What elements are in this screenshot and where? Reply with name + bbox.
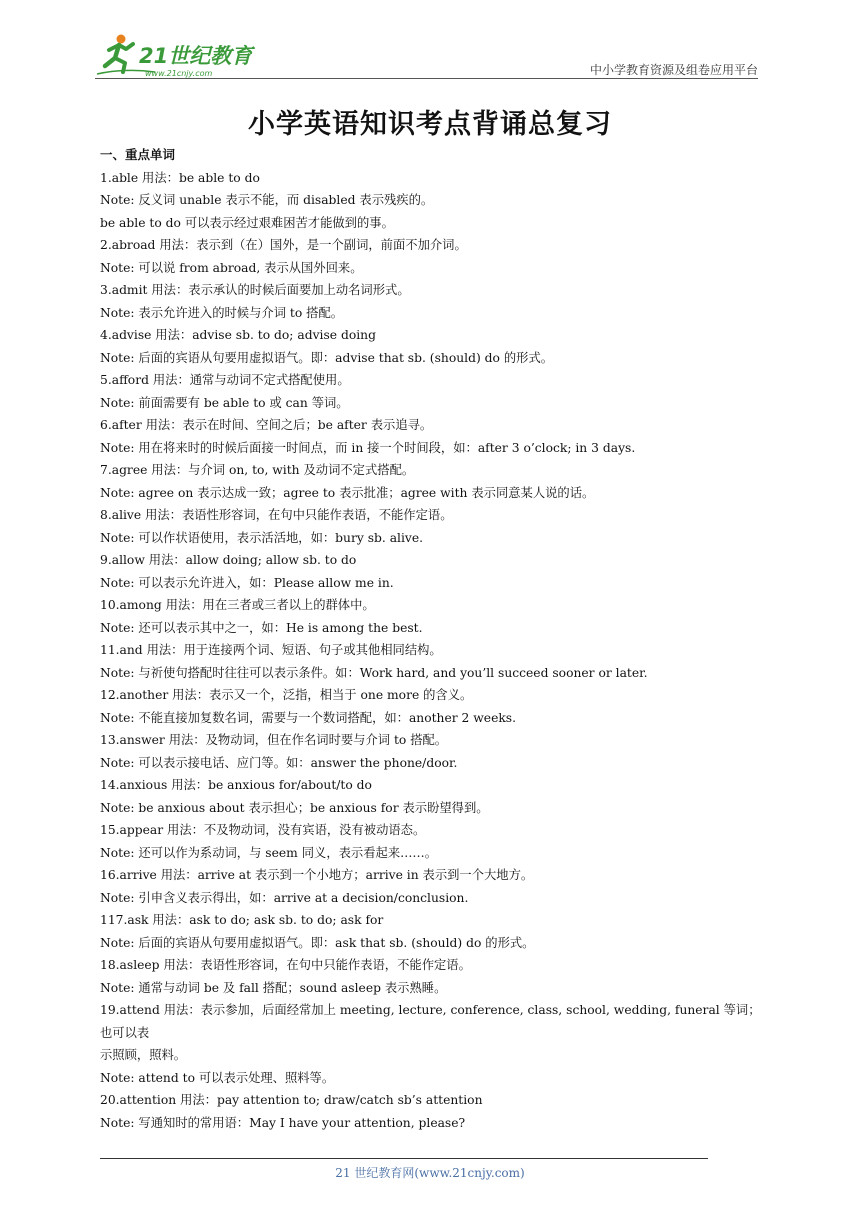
text-line: 15.appear 用法：不及物动词，没有宾语，没有被动语态。: [100, 823, 426, 837]
text-line: Note: 后面的宾语从句要用虚拟语气。即：ask that sb. (should) do 的形式。: [100, 935, 535, 950]
text-line: 14.anxious 用法：be anxious for/about/to do: [100, 778, 372, 792]
text-line: be able to do 可以表示经过艰难困苦才能做到的事。: [100, 215, 394, 230]
text-line: Note: 不能直接加复数名词，需要与一个数词搭配，如：another 2 weeks.: [100, 710, 517, 725]
text-line: Note: 可以作状语使用，表示活活地，如：bury sb. alive.: [100, 530, 424, 545]
platform-name: 中小学教育资源及组卷应用平台: [589, 63, 758, 77]
text-line: 117.ask 用法：ask to do; ask sb. to do; ask for: [100, 913, 384, 927]
text-line: Note: agree on 表示达成一致；agree to 表示批准；agree with 表示同意某人说的话。: [100, 485, 595, 500]
text-line: Note: attend to 可以表示处理、照料等。: [100, 1070, 335, 1085]
text-line: 4.advise 用法：advise sb. to do; advise doing: [100, 328, 376, 342]
page-header: [95, 30, 758, 80]
section-heading: 一、重点单词: [100, 147, 176, 162]
text-line: 18.asleep 用法：表语性形容词，在句中只能作表语，不能作定语。: [100, 958, 471, 972]
text-line: Note: 可以说 from abroad, 表示从国外回来。: [100, 260, 363, 275]
page-footer: 21 世纪教育网(www.21cnjy.com): [335, 1166, 525, 1180]
text-line: 9.allow 用法：allow doing; allow sb. to do: [100, 553, 357, 567]
text-line: Note: 后面的宾语从句要用虚拟语气。即：advise that sb. (should) do 的形式。: [100, 350, 554, 365]
text-line: 13.answer 用法：及物动词，但在作名词时要与介词 to 搭配。: [100, 733, 448, 747]
text-line: 2.abroad 用法：表示到（在）国外，是一个副词，前面不加介词。: [100, 238, 467, 252]
text-line: 1.able 用法：be able to do: [100, 170, 260, 185]
document-body: [100, 144, 765, 1134]
text-line: 12.another 用法：表示又一个，泛指，相当于 one more 的含义。: [100, 688, 473, 702]
text-line: Note: be anxious about 表示担心；be anxious for 表示盼望得到。: [100, 800, 489, 815]
text-line: 20.attention 用法：pay attention to; draw/catch sb’s attention: [100, 1093, 483, 1107]
footer-divider: [100, 1158, 708, 1159]
text-line: Note: 表示允许进入的时候与介词 to 搭配。: [100, 305, 344, 320]
text-line: 16.arrive 用法：arrive at 表示到一个小地方；arrive in 表示到一个大地方。: [100, 868, 534, 882]
text-line: 11.and 用法：用于连接两个词、短语、句子或其他相同结构。: [100, 643, 442, 657]
text-line: Note: 与祈使句搭配时往往可以表示条件。如：Work hard, and you’ll succeed sooner or later.: [100, 665, 648, 680]
text-line: Note: 前面需要有 be able to 或 can 等词。: [100, 395, 349, 410]
page-title: 小学英语知识考点背诵总复习: [248, 109, 612, 140]
text-line: Note: 还可以作为系动词，与 seem 同义，表示看起来……。: [100, 845, 438, 860]
text-line: Note: 用在将来时的时候后面接一时间点，而 in 接一个时间段，如：after 3 o’clock; in 3 days.: [100, 440, 636, 455]
text-line: 5.afford 用法：通常与动词不定式搭配使用。: [100, 373, 350, 387]
text-line: 10.among 用法：用在三者或三者以上的群体中。: [100, 598, 375, 612]
text-line: 19.attend 用法：表示参加，后面经常加上 meeting, lecture, conference, class, school, wedding, funeral 等词；: [100, 1003, 761, 1017]
text-line: 也可以表: [100, 1025, 150, 1040]
text-line: 3.admit 用法：表示承认的时候后面要加上动名词形式。: [100, 283, 410, 297]
text-line: Note: 还可以表示其中之一，如：He is among the best.: [100, 620, 423, 635]
text-line: Note: 可以表示接电话、应门等。如：answer the phone/door.: [100, 755, 458, 770]
text-line: Note: 引申含义表示得出，如：arrive at a decision/conclusion.: [100, 890, 469, 905]
text-line: Note: 写通知时的常用语：May I have your attention, please?: [100, 1115, 466, 1130]
text-line: Note: 可以表示允许进入，如：Please allow me in.: [100, 575, 394, 590]
text-line: Note: 反义词 unable 表示不能，而 disabled 表示残疾的。: [100, 193, 434, 207]
text-line: 6.after 用法：表示在时间、空间之后；be after 表示追寻。: [100, 418, 433, 432]
text-line: Note: 通常与动词 be 及 fall 搭配；sound asleep 表示熟睡。: [100, 980, 447, 995]
text-line: 示照顾，照料。: [100, 1048, 187, 1062]
logo-text: 21世纪教育: [139, 44, 253, 68]
vocabulary-list: [100, 167, 765, 1135]
text-line: 7.agree 用法：与介词 on, to, with 及动词不定式搭配。: [100, 463, 415, 477]
logo-url: www.21cnjy.com: [145, 69, 213, 78]
logo-21cnjy: [95, 30, 265, 78]
header-divider: [95, 78, 758, 79]
text-line: 8.alive 用法：表语性形容词，在句中只能作表语，不能作定语。: [100, 508, 453, 522]
